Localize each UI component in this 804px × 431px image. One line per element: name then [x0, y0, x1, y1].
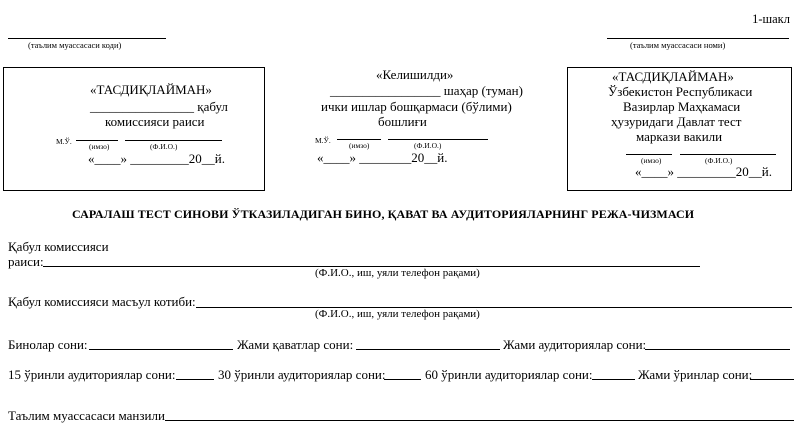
institution-name-line	[607, 38, 789, 39]
rooms-input-line[interactable]	[645, 349, 790, 350]
representative-label: маркази вакили	[636, 129, 723, 144]
agreed-label: «Келишилди»	[376, 67, 454, 82]
buildings-label: Бинолар сони:	[8, 337, 88, 352]
seats-total-label: Жами ўринлар сони:	[638, 367, 753, 382]
cabinet-label: Вазирлар Маҳкамаси	[623, 99, 741, 114]
address-input-line[interactable]	[165, 420, 794, 421]
chair-label-line2: раиси:	[8, 254, 44, 269]
floors-input-line[interactable]	[356, 349, 500, 350]
stamp-label: М.Ў.	[56, 137, 72, 146]
document-title: САРАЛАШ ТЕСТ СИНОВИ ЎТКАЗИЛАДИГАН БИНО, ҚАВАТ ВА АУДИТОРИЯЛАРНИНГ РЕЖА-ЧИЗМАСИ	[72, 207, 695, 221]
fio-line	[125, 140, 222, 141]
rooms-label: Жами аудиториялар сони:	[503, 337, 647, 352]
fio-line	[680, 154, 776, 155]
floors-label: Жами қаватлар сони:	[237, 337, 354, 352]
fio-caption: (Ф.И.О.)	[414, 141, 442, 150]
fio-caption: (Ф.И.О.)	[150, 142, 178, 151]
date-line: «____» _________20__й.	[88, 151, 225, 166]
signature-caption: (имзо)	[349, 141, 370, 150]
rooms30-label: 30 ўринли аудиториялар сони:	[218, 367, 386, 382]
republic-label: Ўзбекистон Республикаси	[608, 84, 753, 99]
rooms15-input-line[interactable]	[176, 379, 214, 380]
secretary-input-line[interactable]	[196, 307, 792, 308]
commission-chair-label: комиссияси раиси	[105, 114, 205, 129]
chair-caption: (Ф.И.О., иш, уяли телефон рақами)	[315, 267, 480, 279]
fio-caption: (Ф.И.О.)	[705, 156, 733, 165]
date-line: «____» _________20__й.	[635, 164, 772, 179]
institution-code-caption: (таълим муассасаси коди)	[28, 40, 122, 50]
stamp-label: М.Ў.	[315, 136, 331, 145]
institution-code-line	[8, 38, 166, 39]
date-line: «____» ________20__й.	[317, 150, 448, 165]
test-center-label: ҳузуридаги Давлат тест	[611, 114, 742, 129]
rooms15-label: 15 ўринли аудиториялар сони:	[8, 367, 176, 382]
rooms60-input-line[interactable]	[592, 379, 635, 380]
seats-total-input-line[interactable]	[750, 379, 794, 380]
secretary-label: Қабул комиссияси масъул котиби:	[8, 294, 196, 309]
approval-box-left	[3, 67, 265, 191]
approve-label: «ТАСДИҚЛАЙМАН»	[612, 69, 734, 84]
buildings-input-line[interactable]	[89, 349, 233, 350]
signature-caption: (имзо)	[641, 156, 662, 165]
approval-box-center	[300, 67, 523, 191]
approve-label: «ТАСДИҚЛАЙМАН»	[90, 82, 212, 97]
rooms60-label: 60 ўринли аудиториялар сони:	[425, 367, 593, 382]
city-line: _________________ шаҳар (туман)	[330, 83, 523, 98]
signature-caption: (имзо)	[89, 142, 110, 151]
secretary-caption: (Ф.И.О., иш, уяли телефон рақами)	[315, 308, 480, 320]
fio-line	[388, 139, 488, 140]
commission-line: ________________ қабул	[90, 99, 228, 114]
address-label: Таълим муассасаси манзили	[8, 408, 165, 423]
signature-line	[76, 140, 118, 141]
chair-label-line1: Қабул комиссияси	[8, 239, 109, 254]
signature-line	[626, 154, 672, 155]
signature-line	[337, 139, 381, 140]
institution-name-caption: (таълим муассасаси номи)	[630, 40, 726, 50]
form-number: 1-шакл	[752, 12, 790, 26]
internal-affairs-label: ички ишлар бошқармаси (бўлими)	[321, 99, 512, 114]
rooms30-input-line[interactable]	[384, 379, 421, 380]
head-label: бошлиғи	[378, 114, 427, 129]
approval-box-right	[567, 67, 792, 191]
